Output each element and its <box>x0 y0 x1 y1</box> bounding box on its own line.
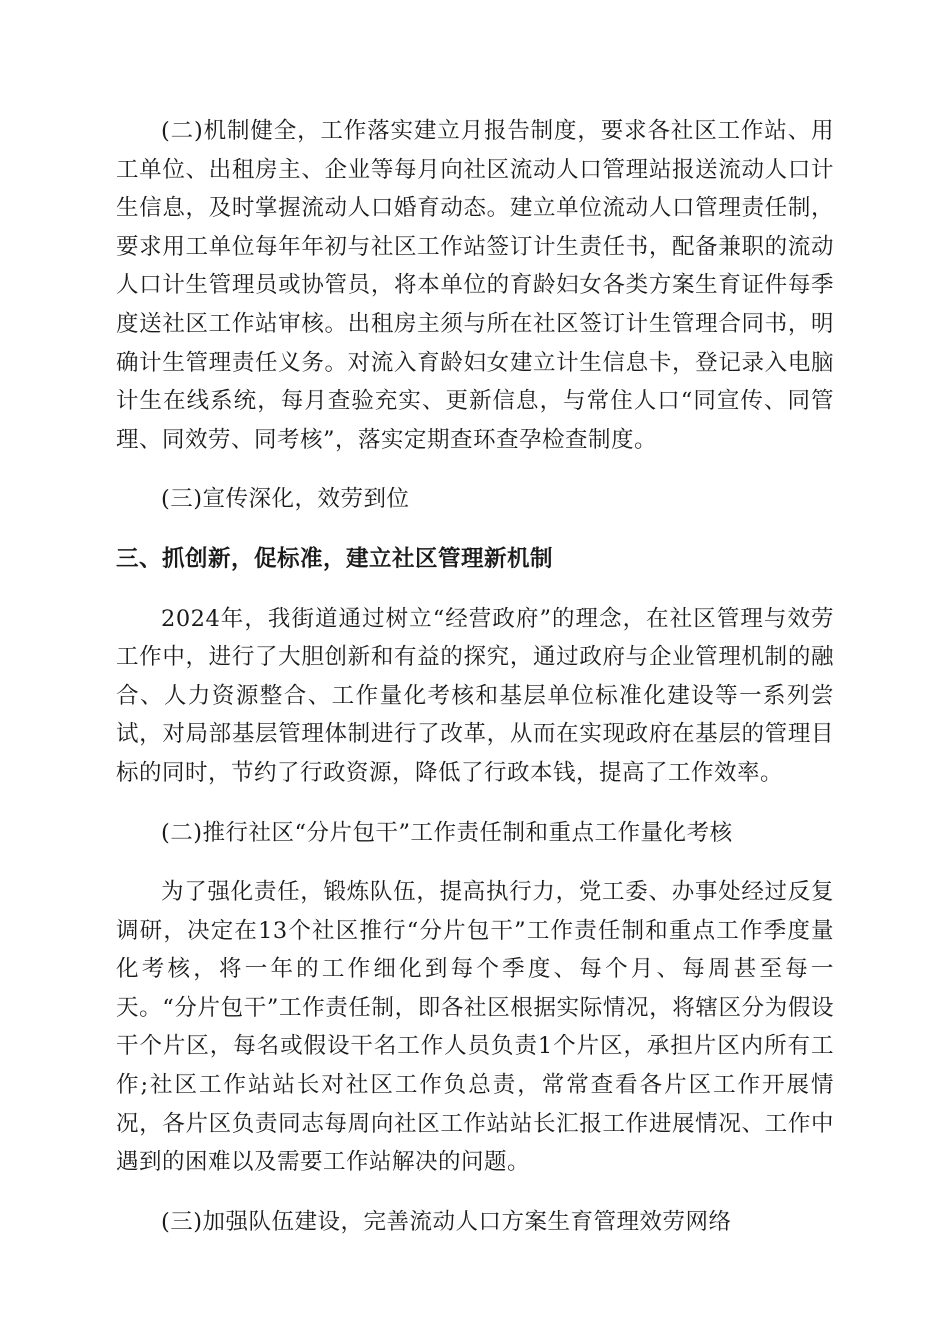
subheading-team-building: (三)加强队伍建设，完善流动人口方案生育管理效劳网络 <box>161 1208 732 1235</box>
paragraph-gap <box>116 579 834 600</box>
paragraph-gap <box>116 852 834 873</box>
paragraph-mechanism: (二)机制健全，工作落实建立月报告制度，要求各社区工作站、用工单位、出租房主、企业等每月向社区流动人口管理站报送流动人口计生信息，及时掌握流动人口婚育动态。建立单位流动人口管理责任制，要求用工单位每年年初与社区工作站签订计生责任书，配备兼职的流动人口计生管理员或协管员，将本单位的育龄妇女各类方案生育证件每季度送社区工作站审核。出租房主须与所在社区签订计生管理合同书，明确计生管理责任义务。对流入育龄妇女建立计生信息卡，登记录入电脑计生在线系统，每月查验充实、更新信息，与常住人口“同宣传、同管理、同效劳、同考核”，落实定期查环查孕检查制度。 <box>116 118 834 453</box>
paragraph-gap <box>116 459 834 480</box>
paragraph-gap <box>116 519 834 540</box>
paragraph-gap <box>116 1182 834 1203</box>
subheading-publicity: (三)宣传深化，效劳到位 <box>161 486 410 513</box>
paragraph-2024: 2024年，我街道通过树立“经营政府”的理念，在社区管理与效劳工作中，进行了大胆创新和有益的探究，通过政府与企业管理机制的融合、人力资源整合、工作量化考核和基层单位标准化建设等一系列尝试，对局部基层管理体制进行了改革，从而在实现政府在基层的管理目标的同时，节约了行政资源，降低了行政本钱，提高了工作效率。 <box>116 605 834 786</box>
document-page <box>116 112 834 1241</box>
subheading-responsibility: (二)推行社区“分片包干”工作责任制和重点工作量化考核 <box>161 819 733 846</box>
paragraph-gap <box>116 793 834 814</box>
paragraph-responsibility: 为了强化责任，锻炼队伍，提高执行力，党工委、办事处经过反复调研，决定在13个社区推行“分片包干”工作责任制和重点工作季度量化考核，将一年的工作细化到每个季度、每个月、每周甚至每一天。“分片包干”工作责任制，即各社区根据实际情况，将辖区分为假设干个片区，每名或假设干名工作人员负责1个片区，承担片区内所有工作;社区工作站站长对社区工作负总责，常常查看各片区工作开展情况，各片区负责同志每周向社区工作站站长汇报工作进展情况、工作中遇到的困难以及需要工作站解决的问题。 <box>116 879 834 1176</box>
section-heading-innovation: 三、抓创新，促标准，建立社区管理新机制 <box>116 545 554 572</box>
